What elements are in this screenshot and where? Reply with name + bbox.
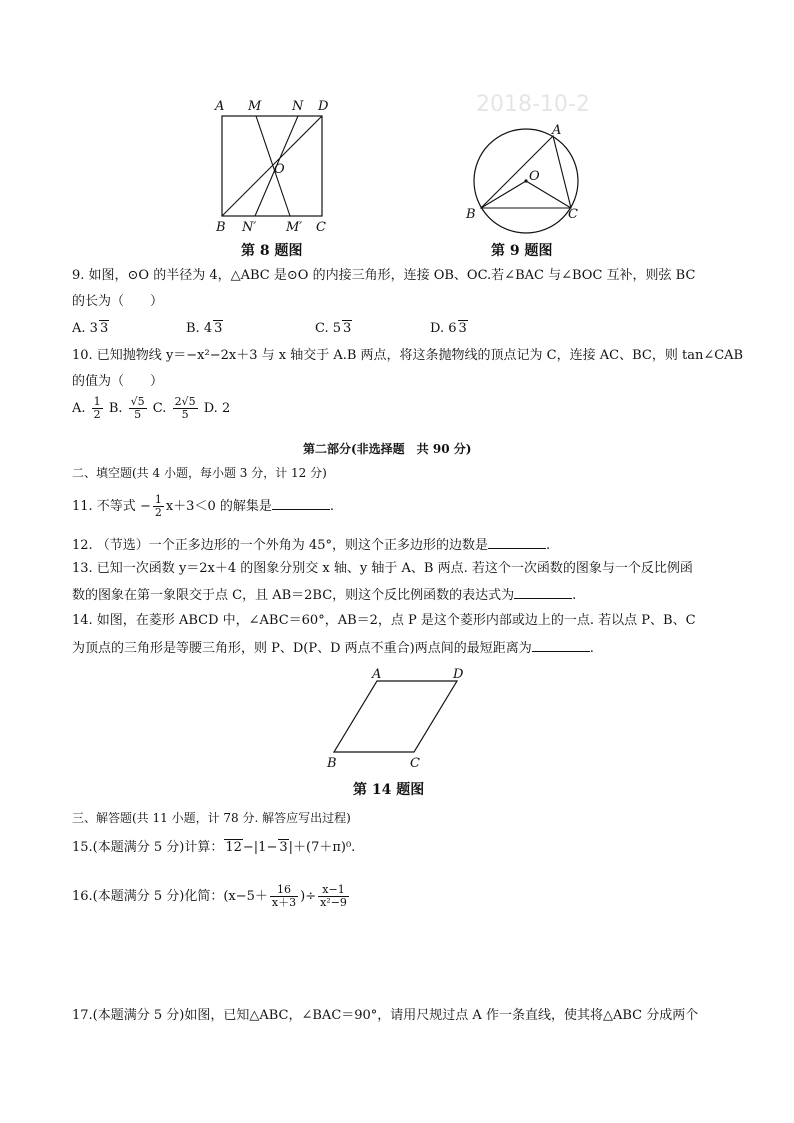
q10-option-b: B.	[108, 401, 123, 416]
q13-line1: 13. 已知一次函数 y＝2x＋4 的图象分别交 x 轴、y 轴于 A、B 两点. 若这个一次函数的图象与一个反比例函	[72, 561, 693, 576]
fig9-label-b: B	[466, 207, 476, 222]
fig8-line-bd	[222, 116, 322, 216]
fig8-label-o: O	[274, 162, 285, 177]
q14-line1: 14. 如图，在菱形 ABCD 中，∠ABC＝60°，AB＝2，点 P 是这个菱形内部或边上的一点. 若以点 P、B、C	[72, 613, 696, 628]
q9-line1: 9. 如图，⊙O 的半径为 4，△ABC 是⊙O 的内接三角形，连接 OB、OC.若∠BAC 与∠BOC 互补，则弦 BC	[72, 268, 696, 283]
q14-answer-blank	[532, 639, 590, 652]
part2-title: 第二部分(非选择题 共 90 分)	[303, 442, 472, 456]
q10-option-a-frac: $\frac{1}{2}$	[93, 395, 101, 421]
fig9-label-o: O	[529, 169, 540, 184]
fig8-label-m-prime: M′	[286, 220, 303, 235]
fig8-label-a: A	[215, 99, 225, 114]
fig9-line-oc	[526, 181, 571, 208]
q10-options	[72, 396, 230, 421]
fig8-label-m: M	[248, 99, 262, 114]
fig9-label-a: A	[552, 123, 562, 138]
q13-answer-blank	[514, 586, 572, 599]
fig14-caption: 第 14 题图	[353, 782, 425, 798]
fig9-triangle	[481, 136, 571, 208]
q10-option-c-frac: $\frac{2√5}{5}$	[174, 395, 196, 421]
q10-option-a: A.	[72, 401, 86, 416]
fig8-label-c: C	[316, 220, 326, 235]
q9-option-a: A. 3 3	[72, 321, 109, 336]
fig8-label-n-prime: N′	[242, 220, 257, 235]
q11: 11. 不等式 − $\frac{1}{2}$ x＋3＜0 的解集是 .	[72, 493, 334, 519]
q9-option-d: D. 6 3	[430, 321, 467, 336]
q12-answer-blank	[488, 536, 546, 549]
q16: 16.(本题满分 5 分)化简：(x−5＋ $\frac{16}{x+3}$ )÷ $\frac{x-1}{\text{x²−9}}$	[72, 883, 347, 909]
figure-8	[210, 94, 340, 239]
q17-line1: 17.(本题满分 5 分)如图，已知△ABC，∠BAC＝90°，请用尺规过点 A 作一条直线，使其将△ABC 分成两个	[72, 1008, 699, 1023]
q10-line2: 的值为（ ）	[72, 374, 164, 389]
fig14-label-b: B	[327, 756, 337, 771]
fig8-label-n: N	[292, 99, 304, 114]
figure-14	[322, 664, 472, 772]
q10-option-b-frac: $\frac{√5}{5}$	[130, 395, 145, 421]
section2-title: 二、填空题(共 4 小题，每小题 3 分，计 12 分)	[72, 466, 327, 480]
q10-line1: 10. 已知抛物线 y＝−x²−2x＋3 与 x 轴交于 A.B 两点，将这条抛物线的顶点记为 C，连接 AC、BC，则 tan∠CAB	[72, 348, 744, 363]
fig9-caption: 第 9 题图	[491, 243, 553, 259]
fig14-label-a: A	[372, 667, 382, 682]
q9-option-c: C. 5 3	[315, 321, 352, 336]
fig8-label-b: B	[216, 220, 226, 235]
fig8-caption: 第 8 题图	[241, 243, 303, 259]
fig14-rhombus	[334, 681, 457, 752]
q10-option-c: C.	[152, 401, 167, 416]
q9-option-b: B. 4 3	[186, 321, 223, 336]
fig14-label-c: C	[410, 756, 420, 771]
q13-line2: 数的图象在第一象限交于点 C，且 AB＝2BC，则这个反比例函数的表达式为 .	[72, 588, 577, 603]
fig14-label-d: D	[453, 667, 464, 682]
q15: 15.(本题满分 5 分)计算： 12−|1− 3|＋(7＋π)⁰.	[72, 840, 356, 855]
q11-answer-blank	[272, 497, 330, 510]
q14-line2: 为顶点的三角形是等腰三角形，则 P、D(P、D 两点不重合)两点间的最短距离为 .	[72, 641, 594, 656]
fig8-label-d: D	[318, 99, 329, 114]
q9-line2: 的长为（ ）	[72, 294, 164, 309]
q10-option-d: D. 2	[203, 401, 231, 416]
fig9-center-dot	[524, 179, 527, 182]
watermark: 2018-10-2	[476, 92, 590, 117]
fig9-label-c: C	[568, 207, 578, 222]
figure-9	[460, 118, 590, 238]
section3-title: 三、解答题(共 11 小题，计 78 分. 解答应写出过程)	[72, 811, 351, 825]
q12: 12. （节选）一个正多边形的一个外角为 45°，则这个正多边形的边数是 .	[72, 538, 551, 553]
